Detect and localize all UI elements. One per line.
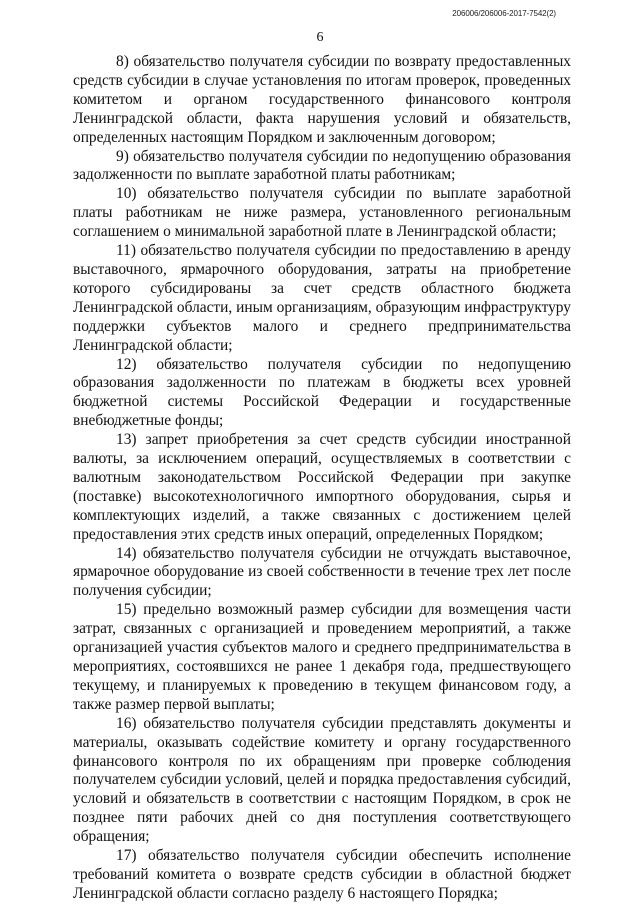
paragraph-item-11: 11) обязательство получателя субсидии по предоставлению в аренду выставочного, ярмарочного оборудования, затраты на приобретение которого субсидированы за счет средств областного бюджета Ленинградской области, иным организациям, образующим инфраструктуру поддержки субъектов малого и среднего предпринимательства Ленинградской области;	[73, 242, 571, 354]
paragraph-item-14: 14) обязательство получателя субсидии не отчуждать выставочное, ярмарочное оборудование из своей собственности в течение трех лет после получения субсидии;	[73, 544, 571, 600]
paragraph-item-13: 13) запрет приобретения за счет средств субсидии иностранной валюты, за исключением операций, осуществляемых в соответствии с валютным законодательством Российской Федерации при закупке (поставке) высокотехнологичного импортного оборудования, сырья и комплектующих изделий, а также связанных с достижением целей предоставления этих средств иных операций, определенных Порядком;	[73, 431, 571, 543]
paragraph-item-8: 8) обязательство получателя субсидии по возврату предоставленных средств субсидии в случае установления по итогам проверок, проведенных комитетом и органом государственного финансового контроля Ленинградской области, факта нарушения условий и обязательств, определенных настоящим Порядком и заключенным договором;	[73, 53, 571, 146]
paragraph-item-15: 15) предельно возможный размер субсидии для возмещения части затрат, связанных с организацией и проведением мероприятий, а также организацией участия субъектов малого и среднего предпринимательства в мероприятиях, состоявшихся не ранее 1 декабря года, предшествующего текущему, и планируемых к проведению в текущем финансовом году, а также размер первой выплаты;	[73, 601, 571, 713]
paragraph-item-16: 16) обязательство получателя субсидии представлять документы и материалы, оказывать содействие комитету и органу государственного финансового контроля по их обращениям при проверке соблюдения получателем субсидии условий, целей и порядка предоставления субсидий, условий и обязательств в соответствии с настоящим Порядком, в срок не позднее пяти рабочих дней со дня поступления соответствующего обращения;	[73, 714, 571, 846]
document-code: 206006/206006-2017-7542(2)	[452, 9, 556, 18]
document-body	[73, 53, 571, 904]
paragraph-item-12: 12) обязательство получателя субсидии по недопущению образования задолженности по платежам в бюджеты всех уровней бюджетной системы Российской Федерации и государственные внебюджетные фонды;	[73, 355, 571, 430]
paragraph-item-17: 17) обязательство получателя субсидии обеспечить исполнение требований комитета о возврате средств субсидии в областной бюджет Ленинградской области согласно разделу 6 настоящего Порядка;	[73, 847, 571, 902]
paragraph-item-9: 9) обязательство получателя субсидии по недопущению образования задолженности по выплате заработной платы работникам;	[73, 147, 571, 184]
page-number: 6	[316, 30, 324, 45]
paragraph-item-10: 10) обязательство получателя субсидии по выплате заработной платы работникам не ниже размера, установленного региональным соглашением о минимальной заработной плате в Ленинградской области;	[73, 185, 571, 241]
